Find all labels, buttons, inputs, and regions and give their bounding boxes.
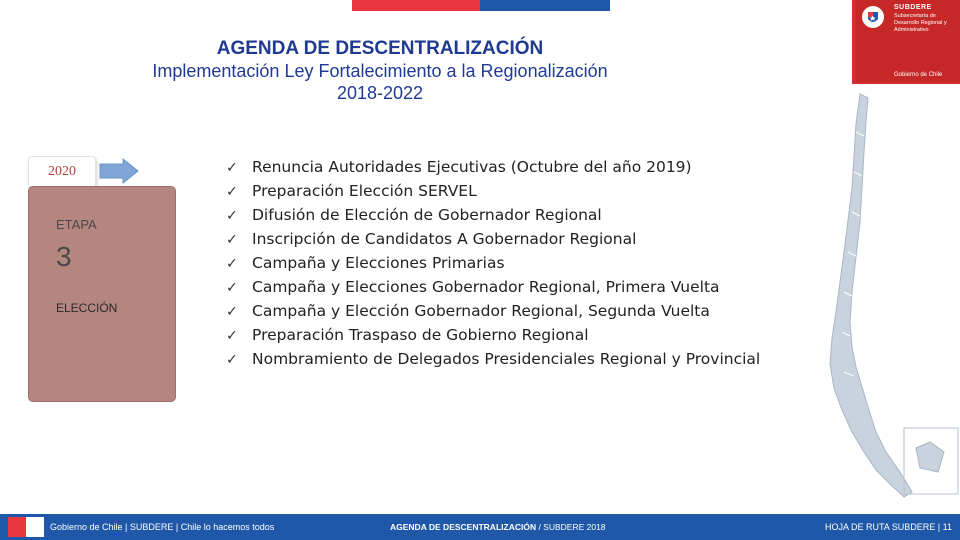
list-item-text: Inscripción de Candidatos A Gobernador Regional [252, 230, 637, 248]
list-item [226, 155, 760, 179]
stage-card [28, 186, 176, 402]
title-subtitle: Implementación Ley Fortalecimiento a la Regionalización [152, 61, 608, 81]
footer-center-bold: AGENDA DE DESCENTRALIZACIÓN [390, 522, 537, 532]
stage-name: ELECCIÓN [56, 301, 118, 315]
list-item-text: Campaña y Elecciones Primarias [252, 254, 505, 272]
footer-center-text [390, 522, 606, 532]
check-icon: ✓ [226, 328, 238, 344]
title-years: 2018-2022 [336, 83, 424, 103]
logo-government: Gobierno de Chile [894, 72, 943, 78]
footer-flag-white [26, 517, 44, 537]
check-icon: ✓ [226, 184, 238, 200]
coat-of-arms-icon [860, 4, 886, 30]
check-icon: ✓ [226, 232, 238, 248]
check-icon: ✓ [226, 256, 238, 272]
check-icon: ✓ [226, 208, 238, 224]
logo-name: SUBDERE [894, 4, 932, 11]
list-item-text: Campaña y Elección Gobernador Regional, Segunda Vuelta [252, 302, 710, 320]
list-item [226, 227, 760, 251]
task-checklist [226, 155, 760, 371]
check-icon: ✓ [226, 160, 238, 176]
subdere-logo [852, 0, 960, 84]
list-item [226, 179, 760, 203]
top-bar-red [352, 0, 480, 11]
list-item-text: Preparación Traspaso de Gobierno Regional [252, 326, 589, 344]
arrow-right-icon [99, 158, 139, 184]
title-main: AGENDA DE DESCENTRALIZACIÓN [216, 38, 544, 59]
chile-map-graphic [820, 92, 960, 502]
list-item [226, 323, 760, 347]
list-item [226, 347, 760, 371]
footer-flag-red [8, 517, 26, 537]
top-bar-blue [480, 0, 610, 11]
footer-center-rest: / SUBDERE 2018 [536, 522, 606, 532]
list-item-text: Nombramiento de Delegados Presidenciales Regional y Provincial [252, 350, 761, 368]
list-item-text: Campaña y Elecciones Gobernador Regional, Primera Vuelta [252, 278, 720, 296]
footer-left-text: Gobierno de Chile | SUBDERE | Chile lo hacemos todos [50, 522, 275, 532]
list-item [226, 251, 760, 275]
page-number: HOJA DE RUTA SUBDERE | 11 [824, 522, 952, 532]
page-title [60, 38, 700, 104]
logo-tagline: Subsecretaría de Desarrollo Regional y Administrativo [894, 13, 947, 33]
footer-bar [0, 514, 960, 540]
list-item [226, 275, 760, 299]
list-item [226, 203, 760, 227]
list-item-text: Preparación Elección SERVEL [252, 182, 477, 200]
list-item [226, 299, 760, 323]
list-item-text: Renuncia Autoridades Ejecutivas (Octubre del año 2019) [252, 158, 692, 176]
list-item-text: Difusión de Elección de Gobernador Regional [252, 206, 602, 224]
check-icon: ✓ [226, 280, 238, 296]
stage-number: 3 [56, 241, 72, 272]
stage-label: ETAPA [56, 217, 97, 232]
check-icon: ✓ [226, 304, 238, 320]
year-badge: 2020 [28, 156, 96, 188]
check-icon: ✓ [226, 352, 238, 368]
